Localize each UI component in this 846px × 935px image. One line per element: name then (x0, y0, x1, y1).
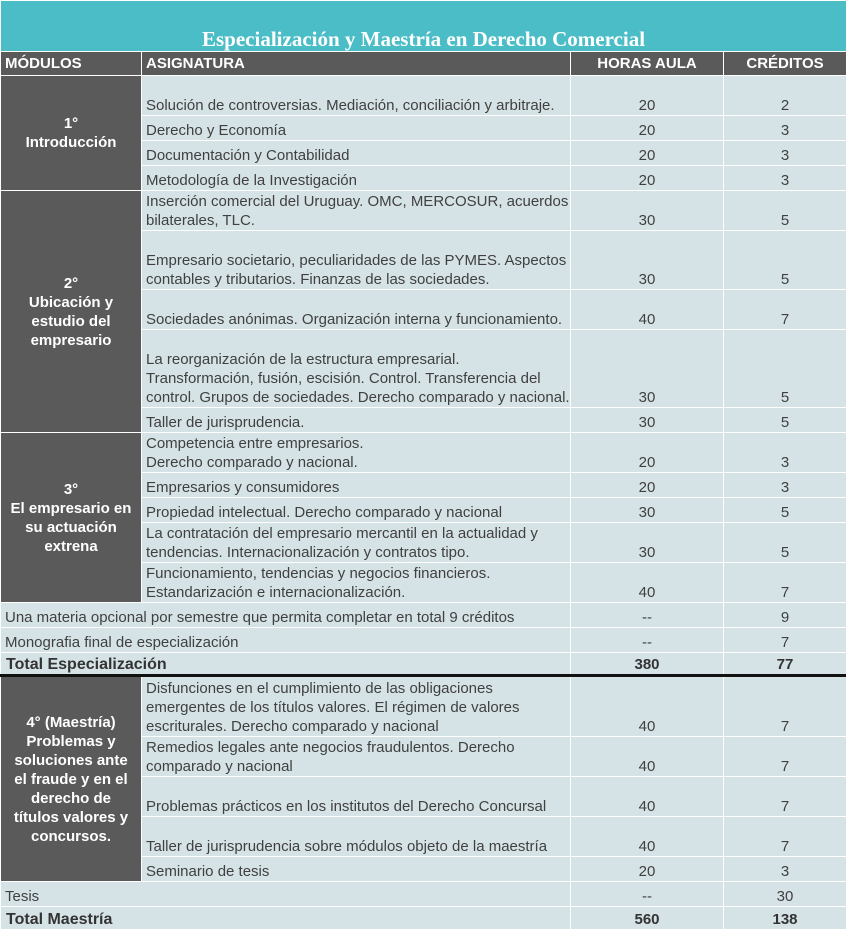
subject-cell: Metodología de la Investigación (142, 166, 571, 191)
subject-cell: Empresario societario, peculiaridades de las PYMES. Aspectos contables y tributarios. Finanzas de las sociedades. (142, 231, 571, 290)
credits-cell: 9 (724, 603, 846, 628)
subject-cell: Tesis (1, 882, 571, 907)
table-row (1, 603, 846, 628)
hours-cell: 20 (571, 166, 724, 191)
subject-cell: Seminario de tesis (142, 857, 571, 882)
table-row (1, 76, 846, 116)
table-row (1, 191, 846, 231)
module-2-cell: 2° Ubicación y estudio del empresario (1, 191, 142, 433)
table-row (1, 676, 846, 737)
credits-cell: 5 (724, 231, 846, 290)
hours-cell: 30 (571, 330, 724, 408)
credits-cell: 3 (724, 857, 846, 882)
module-4-cell: 4° (Maestría) Problemas y soluciones ante el fraude y en el derecho de títulos valores y concursos. (1, 676, 142, 882)
credits-cell: 7 (724, 628, 846, 653)
subject-cell: La contratación del empresario mercantil en la actualidad y tendencias. Internacionalización y contratos tipo. (142, 523, 571, 563)
module-1-cell: 1° Introducción (1, 76, 142, 191)
total-especializacion-row (1, 653, 846, 676)
total-maestria-credits: 138 (724, 907, 846, 930)
header-modulos: MÓDULOS (1, 52, 142, 76)
hours-cell: 40 (571, 817, 724, 857)
hours-cell: 20 (571, 76, 724, 116)
credits-cell: 5 (724, 408, 846, 433)
header-horas-aula: HORAS AULA (571, 52, 724, 76)
credits-cell: 3 (724, 141, 846, 166)
hours-cell: 40 (571, 290, 724, 330)
hours-cell: 40 (571, 777, 724, 817)
hours-cell: 20 (571, 141, 724, 166)
credits-cell: 7 (724, 676, 846, 737)
table-row (1, 628, 846, 653)
credits-cell: 5 (724, 191, 846, 231)
credits-cell: 7 (724, 563, 846, 603)
header-creditos: CRÉDITOS (724, 52, 846, 76)
hours-cell: -- (571, 628, 724, 653)
hours-cell: -- (571, 882, 724, 907)
total-maestria-hours: 560 (571, 907, 724, 930)
subject-cell: Funcionamiento, tendencias y negocios financieros. Estandarización e internacionalización. (142, 563, 571, 603)
hours-cell: 20 (571, 433, 724, 473)
credits-cell: 2 (724, 76, 846, 116)
total-especializacion-credits: 77 (724, 653, 846, 676)
hours-cell: -- (571, 603, 724, 628)
hours-cell: 30 (571, 523, 724, 563)
subject-cell: Propiedad intelectual. Derecho comparado y nacional (142, 498, 571, 523)
hours-cell: 30 (571, 408, 724, 433)
credits-cell: 3 (724, 166, 846, 191)
hours-cell: 30 (571, 191, 724, 231)
total-especializacion-hours: 380 (571, 653, 724, 676)
hours-cell: 20 (571, 116, 724, 141)
table-row (1, 433, 846, 473)
subject-cell: Una materia opcional por semestre que permita completar en total 9 créditos (1, 603, 571, 628)
hours-cell: 30 (571, 231, 724, 290)
credits-cell: 5 (724, 523, 846, 563)
credits-cell: 30 (724, 882, 846, 907)
total-maestria-row (1, 907, 846, 930)
credits-cell: 7 (724, 290, 846, 330)
hours-cell: 30 (571, 498, 724, 523)
credits-cell: 5 (724, 330, 846, 408)
subject-cell: Remedios legales ante negocios fraudulentos. Derecho comparado y nacional (142, 737, 571, 777)
subject-cell: Sociedades anónimas. Organización interna y funcionamiento. (142, 290, 571, 330)
hours-cell: 20 (571, 473, 724, 498)
hours-cell: 40 (571, 676, 724, 737)
module-3-cell: 3° El empresario en su actuación extrena (1, 433, 142, 603)
subject-cell: Inserción comercial del Uruguay. OMC, MERCOSUR, acuerdos bilaterales, TLC. (142, 191, 571, 231)
subject-cell: La reorganización de la estructura empresarial. Transformación, fusión, escisión. Control. Transferencia del control. Grupos de sociedades. Derecho comparado y nacional. (142, 330, 571, 408)
subject-cell: Documentación y Contabilidad (142, 141, 571, 166)
hours-cell: 40 (571, 737, 724, 777)
subject-cell: Taller de jurisprudencia sobre módulos objeto de la maestría (142, 817, 571, 857)
subject-cell: Empresarios y consumidores (142, 473, 571, 498)
credits-cell: 7 (724, 817, 846, 857)
subject-cell: Problemas prácticos en los institutos del Derecho Concursal (142, 777, 571, 817)
subject-cell: Competencia entre empresarios. Derecho comparado y nacional. (142, 433, 571, 473)
hours-cell: 20 (571, 857, 724, 882)
hours-cell: 40 (571, 563, 724, 603)
subject-cell: Solución de controversias. Mediación, conciliación y arbitraje. (142, 76, 571, 116)
subject-cell: Monografia final de especialización (1, 628, 571, 653)
total-maestria-label: Total Maestría (1, 907, 571, 930)
credits-cell: 3 (724, 473, 846, 498)
header-asignatura: ASIGNATURA (142, 52, 571, 76)
credits-cell: 7 (724, 777, 846, 817)
subject-cell: Disfunciones en el cumplimiento de las obligaciones emergentes de los títulos valores. El régimen de valores escriturales. Derecho comparado y nacional (142, 676, 571, 737)
subject-cell: Taller de jurisprudencia. (142, 408, 571, 433)
credits-cell: 3 (724, 116, 846, 141)
total-especializacion-label: Total Especialización (1, 653, 571, 676)
table-row (1, 882, 846, 907)
subject-cell: Derecho y Economía (142, 116, 571, 141)
credits-cell: 7 (724, 737, 846, 777)
credits-cell: 3 (724, 433, 846, 473)
table-title: Especialización y Maestría en Derecho Comercial (1, 1, 846, 52)
credits-cell: 5 (724, 498, 846, 523)
